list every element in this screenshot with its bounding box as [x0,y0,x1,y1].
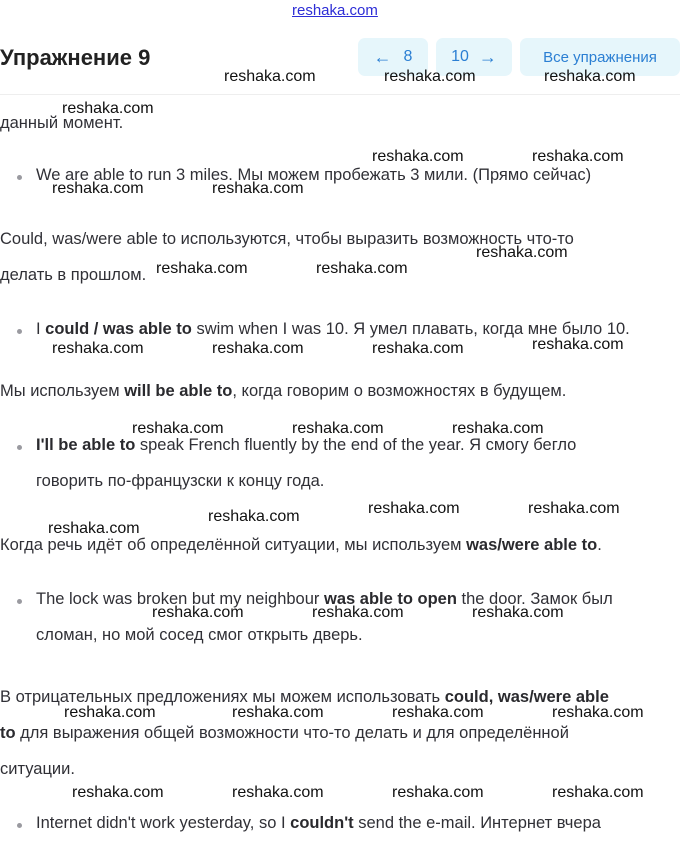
watermark-text: reshaka.com [528,500,620,517]
watermark-text: reshaka.com [224,68,316,85]
paragraph-text: ситуации. [0,760,75,778]
site-link[interactable]: reshaka.com [292,2,378,19]
prev-exercise-label: 8 [403,48,413,65]
bullet-icon [17,823,22,828]
bullet-icon [17,445,22,450]
watermark-text: reshaka.com [544,68,636,85]
watermark-text: reshaka.com [212,340,304,357]
bullet-icon [17,599,22,604]
watermark-text: reshaka.com [232,784,324,801]
paragraph-text: Could, was/were able to используются, чтобы выразить возможность что-то [0,230,574,248]
watermark-text: reshaka.com [232,704,324,721]
watermark-text: reshaka.com [392,704,484,721]
paragraph-text: делать в прошлом. [0,266,147,284]
watermark-text: reshaka.com [132,420,224,437]
bullet-icon [17,329,22,334]
watermark-text: reshaka.com [552,784,644,801]
watermark-text: reshaka.com [532,148,624,165]
watermark-text: reshaka.com [368,500,460,517]
watermark-text: reshaka.com [532,336,624,353]
watermark-text: reshaka.com [72,784,164,801]
watermark-text: reshaka.com [152,604,244,621]
watermark-text: reshaka.com [452,420,544,437]
example-4-cont: сломан, но мой сосед смог открыть дверь. [36,626,363,644]
watermark-text: reshaka.com [156,260,248,277]
example-2: I could / was able to swim when I was 10. Я умел плавать, когда мне было 10. [36,320,630,338]
example-1: We are able to run 3 miles. Мы можем пробежать 3 мили. (Прямо сейчас) [36,166,592,184]
watermark-text: reshaka.com [64,704,156,721]
example-4: The lock was broken but my neighbour was able to open the door. Замок был [36,590,613,608]
watermark-text: reshaka.com [48,520,140,537]
watermark-text: reshaka.com [392,784,484,801]
paragraph-text: Когда речь идёт об определённой ситуации, мы используем was/were able to. [0,536,602,554]
watermark-text: reshaka.com [472,604,564,621]
watermark-text: reshaka.com [372,340,464,357]
paragraph-text: В отрицательных предложениях мы можем использовать could, was/were able [0,688,609,706]
watermark-text: reshaka.com [316,260,408,277]
bullet-icon [17,175,22,180]
next-exercise-label: 10 [451,48,469,65]
arrow-left-icon: ← [373,46,392,67]
watermark-text: reshaka.com [62,100,154,117]
example-3-cont: говорить по-французски к концу года. [36,472,325,490]
page-title: Упражнение 9 [0,45,151,70]
paragraph-text: to для выражения общей возможности что-то делать и для определённой [0,724,569,742]
watermark-text: reshaka.com [52,180,144,197]
example-3: I'll be able to speak French fluently by the end of the year. Я смогу бегло [36,436,577,454]
watermark-text: reshaka.com [552,704,644,721]
watermark-text: reshaka.com [312,604,404,621]
all-exercises-button[interactable]: Все упражнения [520,38,680,76]
watermark-text: reshaka.com [52,340,144,357]
watermark-text: reshaka.com [292,420,384,437]
arrow-right-icon: → [478,46,497,67]
example-5: Internet didn't work yesterday, so I couldn't send the e-mail. Интернет вчера [36,814,601,832]
watermark-text: reshaka.com [384,68,476,85]
watermark-text: reshaka.com [208,508,300,525]
watermark-text: reshaka.com [212,180,304,197]
watermark-text: reshaka.com [372,148,464,165]
watermark-text: reshaka.com [476,244,568,261]
paragraph-text: Мы используем will be able to, когда говорим о возможностях в будущем. [0,382,567,400]
paragraph-text: данный момент. [0,114,124,132]
